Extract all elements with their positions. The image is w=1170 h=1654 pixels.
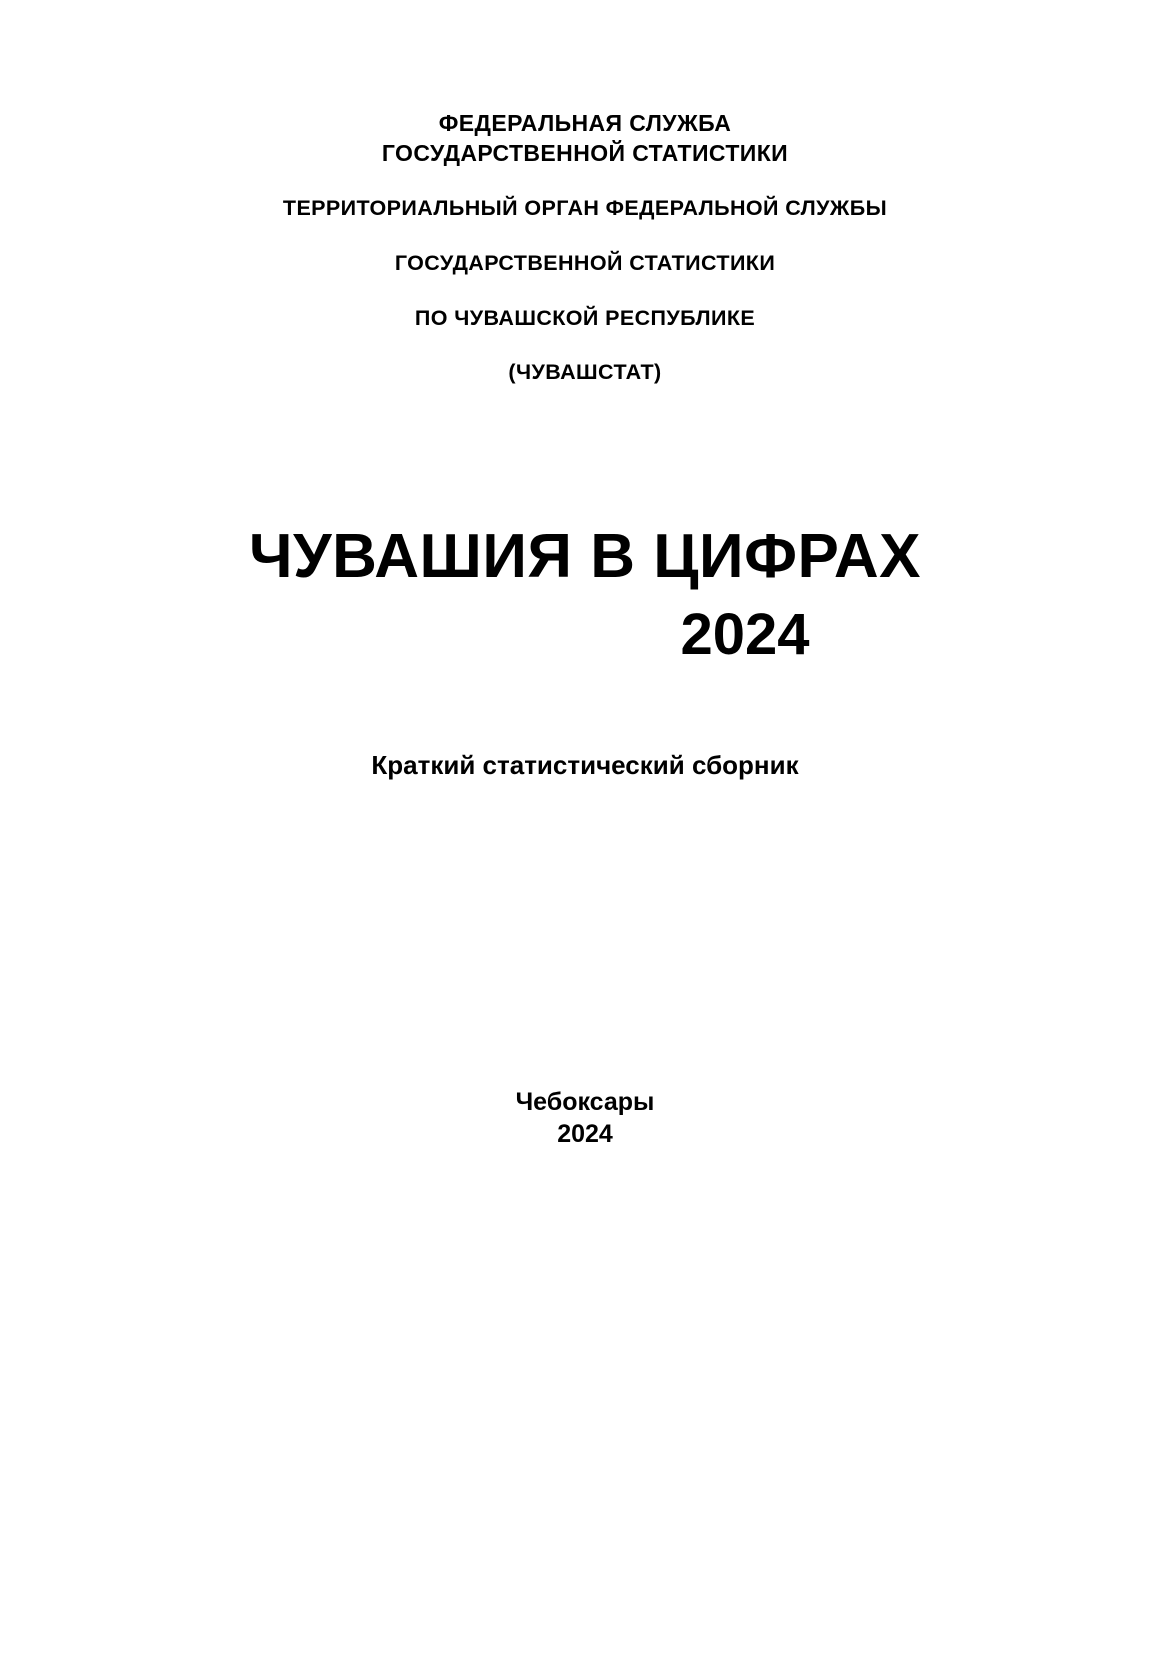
territorial-line-2: ГОСУДАРСТВЕННОЙ СТАТИСТИКИ <box>394 251 776 275</box>
territorial-line-1: ТЕРРИТОРИАЛЬНЫЙ ОРГАН ФЕДЕРАЛЬНОЙ СЛУЖБЫ <box>282 196 888 220</box>
title-year: 2024 <box>680 602 810 667</box>
imprint-year: 2024 <box>557 1120 613 1148</box>
agency-line-2: ГОСУДАРСТВЕННОЙ СТАТИСТИКИ <box>381 140 789 166</box>
imprint-city: Чебоксары <box>515 1088 655 1116</box>
publisher-block <box>0 108 1170 387</box>
title-block <box>0 520 1170 670</box>
page-title: ЧУВАШИЯ В ЦИФРАХ <box>248 522 922 591</box>
agency-line-1: ФЕДЕРАЛЬНАЯ СЛУЖБА <box>438 110 732 136</box>
publisher-short-name: (ЧУВАШСТАТ) <box>508 360 662 384</box>
imprint-block <box>0 1086 1170 1150</box>
subtitle: Краткий статистический сборник <box>371 750 799 780</box>
territorial-line-3: ПО ЧУВАШСКОЙ РЕСПУБЛИКЕ <box>414 306 756 330</box>
